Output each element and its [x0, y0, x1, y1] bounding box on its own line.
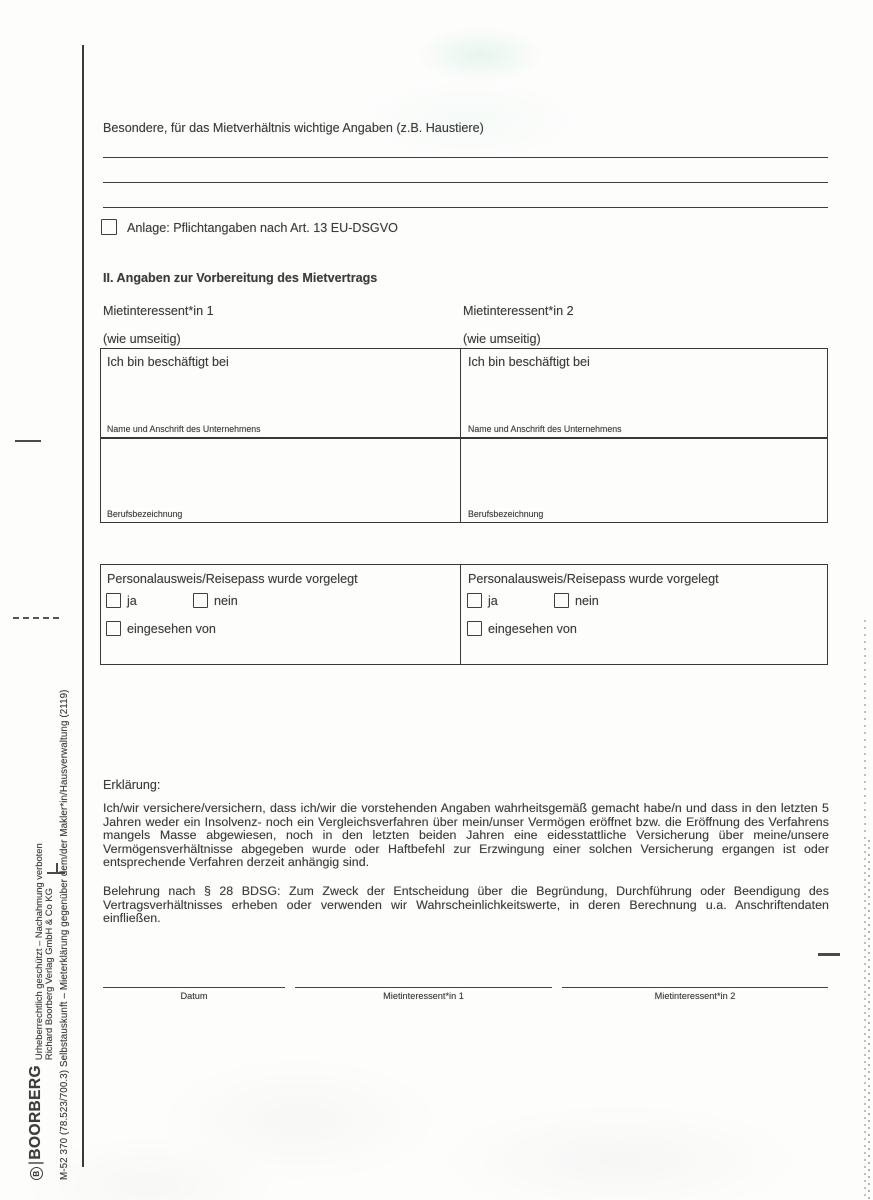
answer-line-3[interactable] [103, 207, 828, 208]
as-overleaf-note-2: (wie umseitig) [463, 332, 541, 346]
special-info-label: Besondere, für das Mietverhältnis wichtige Angaben (z.B. Haustiere) [103, 121, 484, 135]
section2-title: II. Angaben zur Vorbereitung des Mietvertrags [103, 271, 378, 285]
id-no-checkbox[interactable] [193, 593, 208, 608]
signature-applicant2-line[interactable] [562, 968, 828, 988]
signature-applicant2-label: Mietinteressent*in 2 [654, 991, 736, 1001]
applicant1-header: Mietinteressent*in 1 [103, 304, 214, 318]
id-check-title: Personalausweis/Reisepass wurde vorgelegt [468, 572, 719, 586]
employment-cell-applicant2[interactable] [461, 349, 827, 437]
answer-line-2[interactable] [103, 182, 828, 183]
employed-at-label: Ich bin beschäftigt bei [468, 355, 590, 369]
publisher-sidebar [27, 675, 81, 1180]
applicant2-header: Mietinteressent*in 2 [463, 304, 574, 318]
signature-date-line[interactable] [103, 968, 285, 988]
copyright-line-2: Richard Boorberg Verlag GmbH & Co KG [43, 888, 55, 1061]
signature-applicant1-line[interactable] [295, 968, 552, 988]
declaration-heading: Erklärung: [103, 778, 161, 792]
signature-applicant1-label: Mietinteressent*in 1 [383, 991, 464, 1001]
fold-mark [15, 440, 41, 442]
employment-cell-applicant1[interactable] [101, 349, 461, 437]
attachment-checkbox-label: Anlage: Pflichtangaben nach Art. 13 EU-DSGVO [127, 221, 398, 235]
signature-date-block [103, 968, 285, 1001]
publisher-name: BOORBERG [27, 1065, 44, 1160]
signature-date-label: Datum [180, 991, 208, 1001]
id-check-table [100, 564, 828, 665]
logo-divider: | [27, 1160, 44, 1165]
form-code: M-52 370 (78.523/700.3) Selbstauskunft – Mieterklärung gegenüber dem/der Makler*in/Hausverwaltung (2119) [58, 689, 70, 1180]
left-margin-rule [82, 45, 84, 1167]
id-check-cell-applicant2 [461, 565, 827, 664]
id-inspected-checkbox[interactable] [106, 621, 121, 636]
id-yes-label: ja [488, 594, 498, 608]
jobtitle-cell-applicant1[interactable] [101, 437, 461, 522]
company-field-caption: Name und Anschrift des Unternehmens [468, 424, 622, 434]
id-no-label: nein [214, 594, 238, 608]
id-inspected-label: eingesehen von [488, 622, 577, 636]
fold-mark [818, 953, 840, 956]
signature-applicant1-block [295, 968, 552, 1001]
id-yes-label: ja [127, 594, 137, 608]
scan-edge-artifact [868, 840, 870, 1200]
boorberg-logo-icon: B [30, 1167, 43, 1180]
fold-mark [13, 617, 59, 619]
id-inspected-label: eingesehen von [127, 622, 216, 636]
company-field-caption: Name und Anschrift des Unternehmens [107, 424, 261, 434]
copyright-lines [34, 843, 55, 1060]
signature-applicant2-block [562, 968, 828, 1001]
job-title-field-caption: Berufsbezeichnung [107, 509, 183, 519]
id-inspected-checkbox[interactable] [467, 621, 482, 636]
answer-line-1[interactable] [103, 157, 828, 158]
employment-table [100, 348, 828, 523]
id-yes-checkbox[interactable] [467, 593, 482, 608]
id-check-title: Personalausweis/Reisepass wurde vorgelegt [107, 572, 358, 586]
jobtitle-cell-applicant2[interactable] [461, 437, 827, 522]
boorberg-logo [27, 1065, 45, 1180]
id-yes-checkbox[interactable] [106, 593, 121, 608]
job-title-field-caption: Berufsbezeichnung [468, 509, 544, 519]
id-check-cell-applicant1 [101, 565, 461, 664]
scan-edge-artifact [864, 620, 866, 1200]
copyright-line-1: Urheberrechtlich geschützt – Nachahmung verboten [33, 843, 44, 1061]
attachment-checkbox[interactable] [101, 219, 117, 235]
as-overleaf-note-1: (wie umseitig) [103, 332, 181, 346]
id-no-checkbox[interactable] [554, 593, 569, 608]
advisory-body: Belehrung nach § 28 BDSG: Zum Zweck der Entscheidung über die Begründung, Durchführung oder Beendigung des Vertragsverhältnisses erheben oder verwenden wir Wahrscheinlichkeitswerte, in deren Berechnung u.a. Anschriftendaten einfließen. [103, 884, 829, 926]
declaration-body: Ich/wir versichere/versichern, dass ich/wir die vorstehenden Angaben wahrheitsgemäß gemacht habe/n und dass in den letzten 5 Jahren weder ein Insolvenz- noch ein Vergleichsverfahren über mein/unser Vermögen eröffnet bzw. die Eröffnung des Verfahrens mangels Masse abgewiesen, noch in den letzten beiden Jahren eine eidesstattliche Versicherung über meine/unsere Vermögensverhältnisse abgegeben wurde oder Haftbefehl zur Erzwingung einer solchen Versicherung ergangen ist oder entsprechende Verfahren derzeit anhängig sind. [103, 801, 829, 870]
employed-at-label: Ich bin beschäftigt bei [107, 355, 229, 369]
id-no-label: nein [575, 594, 599, 608]
